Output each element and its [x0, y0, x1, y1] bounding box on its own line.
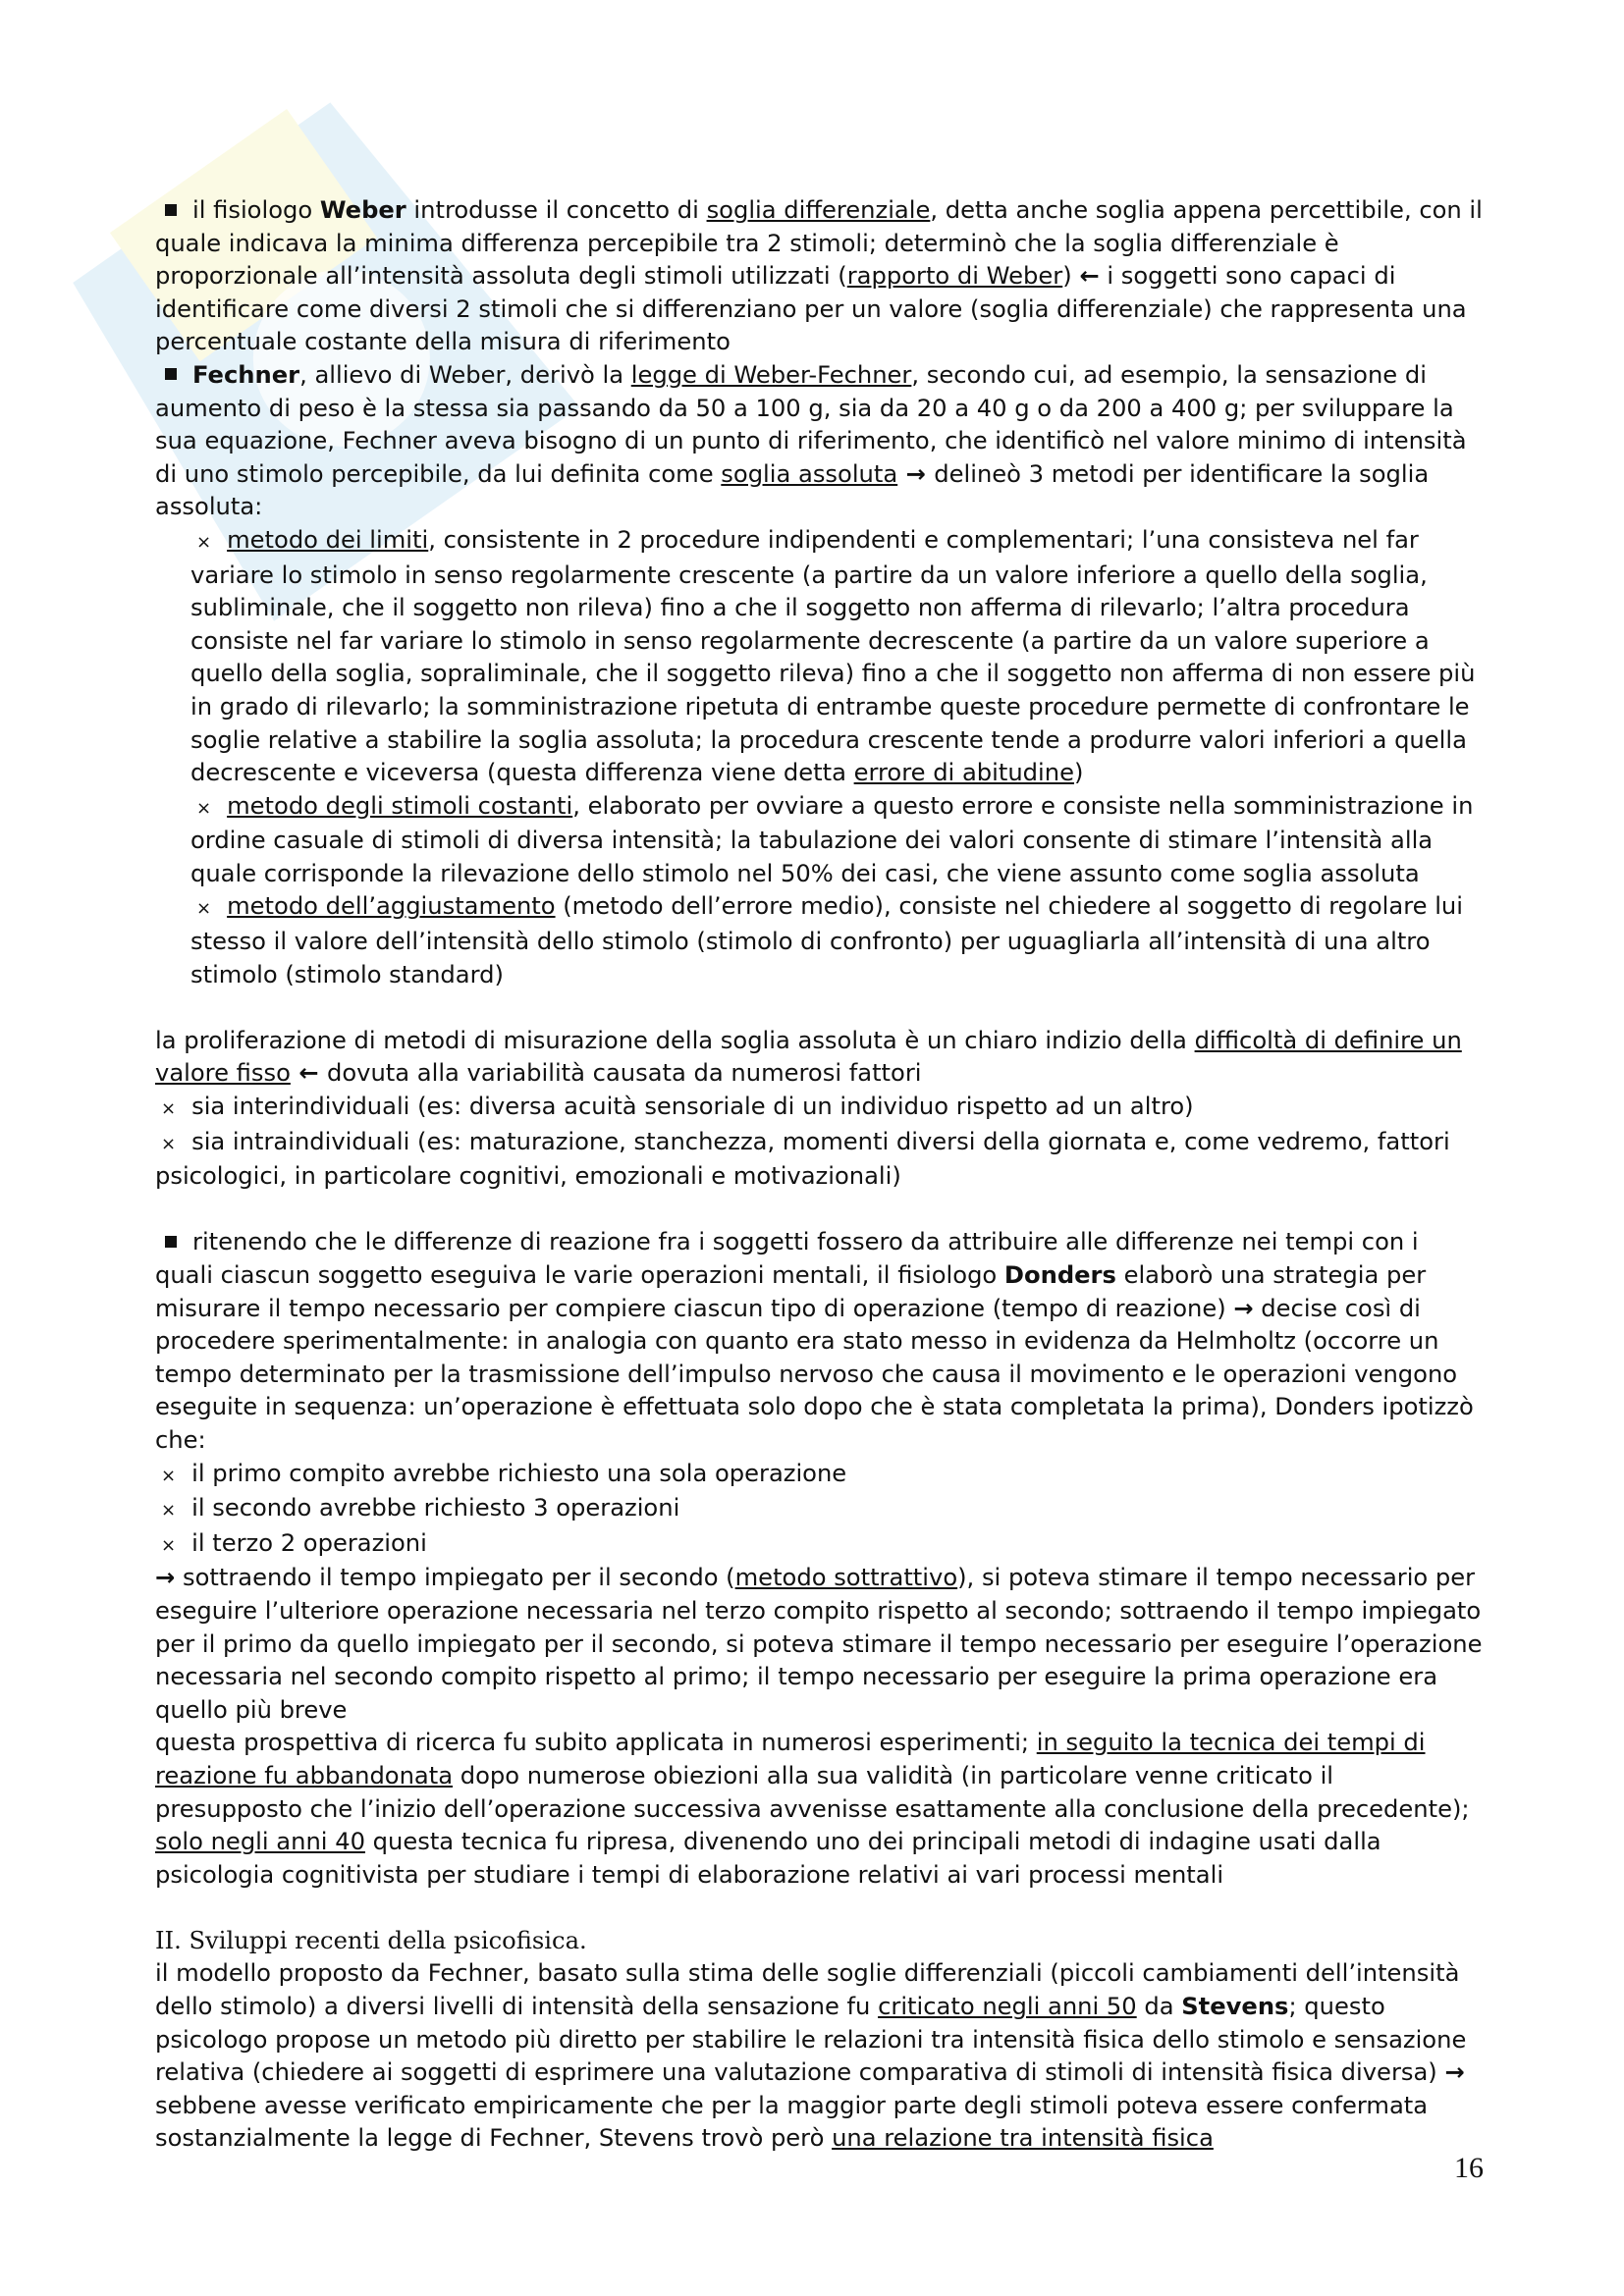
left-arrow-icon: ← — [1079, 262, 1100, 291]
text-run: , detta anche soglia appena percettibile, con il quale indicava la minima differenza percepibile tra 2 stimoli; determinò che la soglia differenziale è proporzionale all’intensità assoluta degli stimoli utilizzati ( — [155, 196, 1483, 291]
square-bullet-icon — [165, 204, 177, 216]
cross-bullet-icon: × — [161, 1500, 177, 1522]
term-metodo-stimoli-costanti: metodo degli stimoli costanti — [227, 791, 573, 820]
method-aggiustamento — [155, 890, 1483, 991]
text-run: delineò 3 metodi per identificare la soglia assoluta: — [155, 459, 1430, 521]
term-relazione-intensita: una relazione tra intensità fisica — [832, 2124, 1214, 2153]
document-body — [155, 194, 1483, 2156]
cross-bullet-icon: × — [161, 1133, 177, 1154]
text-run: ) — [1073, 759, 1084, 787]
paragraph-stevens — [155, 1957, 1483, 2156]
text-run: il terzo 2 operazioni — [191, 1528, 427, 1557]
spacer — [155, 991, 1483, 1025]
spacer — [155, 1892, 1483, 1925]
name-weber: Weber — [319, 196, 406, 224]
text-run: il primo compito avrebbe richiesto una sola operazione — [191, 1459, 847, 1487]
text-run: elaborò una strategia per misurare il tempo necessario per compiere ciascun tipo di operazione (tempo di reazione) — [155, 1261, 1427, 1322]
square-bullet-icon — [165, 368, 177, 380]
text-run: , secondo cui, ad esempio, la sensazione di aumento di peso è la stessa sia passando da 50 a 100 g, sia da 20 a 40 g o da 200 a 400 g; per sviluppare la sua equazione, Fechner aveva bisogno di un punto di riferimento, che identificò nel valore minimo di intensità di uno stimolo percepibile, da lui definita come — [155, 360, 1467, 488]
paragraph-fechner — [155, 359, 1483, 524]
text-run: questa prospettiva di ricerca fu subito applicata in numerosi esperimenti; — [155, 1729, 1037, 1757]
task-first — [155, 1458, 1483, 1493]
text-run: introdusse il concetto di — [406, 196, 707, 224]
text-run: ), si poteva stimare il tempo necessario per eseguire l’ulteriore operazione necessaria nel terzo compito rispetto al secondo; sottraendo il tempo impiegato per il primo da quello impiegato per il secondo, si poteva stimare il tempo necessario per eseguire l’operazione necessaria nel secondo compito rispetto al primo; il tempo necessario per eseguire la prima operazione era quello più breve — [155, 1564, 1483, 1724]
paragraph-proliferazione — [155, 1025, 1483, 1091]
term-rapporto-di-weber: rapporto di Weber — [846, 262, 1063, 291]
right-arrow-icon: → — [155, 1564, 176, 1592]
name-fechner: Fechner — [192, 360, 300, 389]
text-run: questa tecnica fu ripresa, divenendo uno dei principali metodi di indagine usati dalla psicologia cognitivista per studiare i tempi di elaborazione relativi ai vari processi mentali — [155, 1828, 1381, 1889]
paragraph-sottrattivo — [155, 1562, 1483, 1727]
cross-bullet-icon: × — [161, 1098, 177, 1120]
text-run: da — [1136, 1993, 1182, 2021]
text-run: dovuta alla variabilità causata da numerosi fattori — [326, 1059, 922, 1088]
term-criticato-anni-50: criticato negli anni 50 — [878, 1993, 1137, 2021]
term-tecnica-abbandonata: in seguito la tecnica dei tempi di reazione fu abbandonata — [155, 1729, 1426, 1789]
term-legge-weber-fechner: legge di Weber-Fechner — [630, 360, 912, 389]
text-run: sebbene avesse verificato empiricamente che per la maggior parte degli stimoli poteva essere confermata sostanzialmente la legge di Fechner, Stevens trovò però — [155, 2091, 1429, 2153]
section-heading: II. Sviluppi recenti della psicofisica. — [155, 1926, 587, 1954]
text-run: ; questo psicologo propose un metodo più diretto per stabilire le relazioni tra intensità fisica dello stimolo e sensazione relativa (chiedere ai soggetti di esprimere una valutazione comparativa di stimoli di intensità fisica diversa) — [155, 1993, 1467, 2087]
left-arrow-icon: ← — [290, 1059, 327, 1088]
text-run: decise così di procedere sperimentalmente: in analogia con quanto era stato messo in evidenza da Helmholtz (occorre un tempo determinato per la trasmissione dell’impulso nervoso che causa il movimento e le operazioni vengono eseguite in sequenza: un’operazione è effettuata solo dopo che è stata completata la prima), Donders ipotizzò che: — [155, 1294, 1474, 1454]
text-run: i soggetti sono capaci di identificare come diversi 2 stimoli che si differenziano per un valore (soglia differenziale) che rappresenta una percentuale costante della misura di riferimento — [155, 262, 1467, 356]
term-metodo-aggiustamento: metodo dell’aggiustamento — [227, 892, 556, 921]
name-donders: Donders — [1003, 1261, 1116, 1289]
task-third — [155, 1527, 1483, 1563]
name-stevens: Stevens — [1181, 1993, 1289, 2021]
method-limiti — [155, 524, 1483, 790]
term-soglia-assoluta: soglia assoluta — [721, 459, 898, 488]
text-run: (metodo dell’errore medio), consiste nel chiedere al soggetto di regolare lui stesso il valore dell’intensità dello stimolo (stimolo di confronto) per uguagliarla all’intensità di una altro stimolo (stimolo standard) — [190, 892, 1463, 988]
cross-bullet-icon: × — [196, 898, 212, 920]
term-anni-40: solo negli anni 40 — [155, 1828, 365, 1856]
text-run: ) — [1062, 262, 1080, 291]
right-arrow-icon: → — [897, 459, 935, 488]
term-errore-di-abitudine: errore di abitudine — [853, 759, 1074, 787]
factor-intraindividuali — [155, 1126, 1483, 1194]
paragraph-donders — [155, 1226, 1483, 1457]
text-run: , consistente in 2 procedure indipendenti e complementari; l’una consisteva nel far variare lo stimolo in senso regolarmente crescente (a partire da un valore inferiore a quello della soglia, subliminale, che il soggetto non rileva) fino a che il soggetto non afferma di rilevarlo; l’altra procedura consiste nel far variare lo stimolo in senso regolarmente decrescente (a partire da un valore superiore a quello della soglia, sopraliminale, che il soggetto rileva) fino a che il soggetto non afferma di non essere più in grado di rilevarlo; la somministrazione ripetuta di entrambe queste procedure permette di confrontare le soglie relative a stabilire la soglia assoluta; la procedura crescente tende a produrre valori inferiori a quella decrescente e viceversa (questa differenza viene detta — [190, 525, 1476, 787]
right-arrow-icon: → — [1444, 2058, 1465, 2087]
text-run: sia interindividuali (es: diversa acuità sensoriale di un individuo rispetto ad un altro) — [191, 1093, 1194, 1121]
cross-bullet-icon: × — [196, 797, 212, 819]
spacer — [155, 1194, 1483, 1227]
text-run: sia intraindividuali (es: maturazione, stanchezza, momenti diversi della giornata e, come vedremo, fattori psicologici, in particolare cognitivi, emozionali e motivazionali) — [155, 1127, 1450, 1191]
right-arrow-icon: → — [1233, 1294, 1254, 1322]
term-soglia-differenziale: soglia differenziale — [706, 196, 931, 224]
term-metodo-dei-limiti: metodo dei limiti — [227, 525, 429, 554]
factor-interindividuali — [155, 1091, 1483, 1126]
paragraph-weber — [155, 194, 1483, 359]
paragraph-prospettiva — [155, 1727, 1483, 1892]
text-run: ritenendo che le differenze di reazione fra i soggetti fossero da attribuire alle differenze nei tempi con i quali ciascun soggetto eseguiva le varie operazioni mentali, il fisiologo — [155, 1228, 1419, 1289]
text-run: , allievo di Weber, derivò la — [299, 360, 631, 389]
text-run: il secondo avrebbe richiesto 3 operazioni — [191, 1494, 680, 1522]
method-stimoli-costanti — [155, 790, 1483, 891]
text-run: sottraendo il tempo impiegato per il secondo ( — [175, 1564, 735, 1592]
term-metodo-sottrattivo: metodo sottrattivo — [734, 1564, 958, 1592]
text-run: la proliferazione di metodi di misurazione della soglia assoluta è un chiaro indizio della — [155, 1026, 1195, 1054]
text-run: il modello proposto da Fechner, basato sulla stima delle soglie differenziali (piccoli cambiamenti dell’intensità dello stimolo) a diversi livelli di intensità della sensazione fu — [155, 1959, 1460, 2021]
cross-bullet-icon: × — [161, 1465, 177, 1486]
square-bullet-icon — [165, 1236, 177, 1248]
text-run: il fisiologo — [192, 196, 320, 224]
text-run: dopo numerose obiezioni alla sua validità (in particolare venne criticato il presupposto che l’inizio dell’operazione successiva avvenisse esattamente alla conclusione della precedente); — [155, 1761, 1470, 1823]
cross-bullet-icon: × — [196, 531, 212, 553]
term-difficolta-valore-fisso: difficoltà di definire un valore fisso — [155, 1026, 1462, 1088]
text-run: , elaborato per ovviare a questo errore e consiste nella somministrazione in ordine casuale di stimoli di diversa intensità; la tabulazione dei valori consente di stimare l’intensità alla quale corrisponde la rilevazione dello stimolo nel 50% dei casi, che viene assunto come soglia assoluta — [190, 791, 1474, 887]
cross-bullet-icon: × — [161, 1534, 177, 1556]
task-second — [155, 1492, 1483, 1527]
page-number: 16 — [1454, 2152, 1484, 2184]
